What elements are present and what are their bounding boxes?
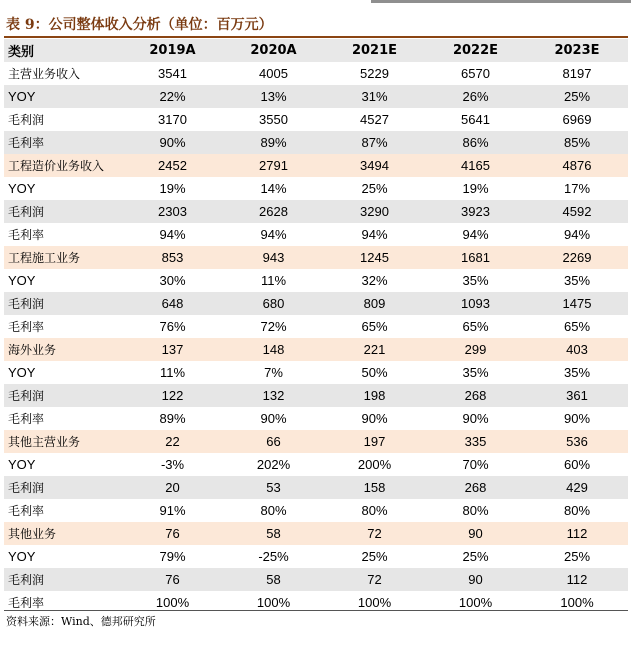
table-row [4, 108, 628, 131]
table-cell: 132 [223, 384, 324, 407]
table-cell: 50% [324, 361, 425, 384]
row-label: 毛利润 [4, 476, 122, 499]
table-body [4, 62, 628, 614]
table-cell: 361 [526, 384, 628, 407]
table-row [4, 522, 628, 545]
table-cell: 648 [122, 292, 223, 315]
table-cell: 4592 [526, 200, 628, 223]
column-header: 2020A [223, 39, 324, 62]
row-label: YOY [4, 269, 122, 292]
row-label: 其他主营业务 [4, 430, 122, 453]
row-label: 毛利率 [4, 591, 122, 614]
table-cell: 30% [122, 269, 223, 292]
header-strip [365, 0, 633, 4]
column-header: 类别 [4, 39, 122, 62]
table-row [4, 154, 628, 177]
row-label: 毛利润 [4, 568, 122, 591]
table-cell: 3541 [122, 62, 223, 85]
table-cell: 853 [122, 246, 223, 269]
table-cell: 94% [526, 223, 628, 246]
table-cell: 268 [425, 476, 526, 499]
table-cell: 11% [223, 269, 324, 292]
table-cell: 89% [223, 131, 324, 154]
table-row [4, 315, 628, 338]
source-note: 资料来源：Wind、德邦研究所 [6, 615, 156, 628]
table-cell: 66 [223, 430, 324, 453]
table-cell: 31% [324, 85, 425, 108]
row-label: 毛利率 [4, 499, 122, 522]
row-label: 毛利润 [4, 292, 122, 315]
income-analysis-table [4, 39, 628, 614]
table-row [4, 292, 628, 315]
table-cell: 94% [425, 223, 526, 246]
table-row [4, 338, 628, 361]
table-row [4, 545, 628, 568]
table-cell: 3290 [324, 200, 425, 223]
table-cell: 2791 [223, 154, 324, 177]
table-row [4, 223, 628, 246]
table-cell: 268 [425, 384, 526, 407]
table-row [4, 476, 628, 499]
table-cell: 60% [526, 453, 628, 476]
row-label: 海外业务 [4, 338, 122, 361]
table-cell: 35% [425, 269, 526, 292]
table-cell: 79% [122, 545, 223, 568]
table-cell: 35% [526, 269, 628, 292]
table-row [4, 62, 628, 85]
table-cell: 80% [223, 499, 324, 522]
table-cell: 76% [122, 315, 223, 338]
table-row [4, 384, 628, 407]
table-cell: 17% [526, 177, 628, 200]
table-cell: 1093 [425, 292, 526, 315]
table-cell: 5229 [324, 62, 425, 85]
table-cell: 90% [526, 407, 628, 430]
table-cell: 58 [223, 522, 324, 545]
table-cell: 94% [324, 223, 425, 246]
table-title: 表 9：公司整体收入分析（单位：百万元） [6, 17, 273, 33]
table-cell: 76 [122, 522, 223, 545]
table-cell: 94% [122, 223, 223, 246]
table-cell: 221 [324, 338, 425, 361]
table-row [4, 361, 628, 384]
table-cell: 100% [425, 591, 526, 614]
table-cell: 4165 [425, 154, 526, 177]
table-cell: 22 [122, 430, 223, 453]
table-cell: 58 [223, 568, 324, 591]
table-cell: 25% [324, 545, 425, 568]
row-label: YOY [4, 453, 122, 476]
column-header: 2019A [122, 39, 223, 62]
title-divider [4, 36, 628, 38]
table-cell: 13% [223, 85, 324, 108]
table-cell: 86% [425, 131, 526, 154]
table-cell: 90% [122, 131, 223, 154]
table-cell: 1245 [324, 246, 425, 269]
table-cell: 8197 [526, 62, 628, 85]
table-cell: 70% [425, 453, 526, 476]
table-cell: 90 [425, 522, 526, 545]
row-label: 工程施工业务 [4, 246, 122, 269]
table-cell: 25% [526, 85, 628, 108]
table-cell: 403 [526, 338, 628, 361]
table-cell: 76 [122, 568, 223, 591]
table-cell: 1475 [526, 292, 628, 315]
table-cell: 19% [425, 177, 526, 200]
row-label: YOY [4, 177, 122, 200]
table-cell: 202% [223, 453, 324, 476]
table-cell: 3170 [122, 108, 223, 131]
table-cell: 429 [526, 476, 628, 499]
table-cell: 90% [324, 407, 425, 430]
table-cell: 20 [122, 476, 223, 499]
table-row [4, 177, 628, 200]
table-cell: 72 [324, 568, 425, 591]
table-cell: 32% [324, 269, 425, 292]
table-cell: 4005 [223, 62, 324, 85]
column-header: 2021E [324, 39, 425, 62]
table-cell: 25% [526, 545, 628, 568]
table-cell: 2628 [223, 200, 324, 223]
column-header: 2022E [425, 39, 526, 62]
table-cell: 90 [425, 568, 526, 591]
table-cell: 65% [526, 315, 628, 338]
row-label: YOY [4, 85, 122, 108]
row-label: 工程造价业务收入 [4, 154, 122, 177]
column-header: 2023E [526, 39, 628, 62]
row-label: 主营业务收入 [4, 62, 122, 85]
table-cell: 11% [122, 361, 223, 384]
table-cell: 3550 [223, 108, 324, 131]
table-cell: 35% [425, 361, 526, 384]
table-cell: 89% [122, 407, 223, 430]
table-cell: 80% [324, 499, 425, 522]
table-cell: 2303 [122, 200, 223, 223]
table-cell: 6570 [425, 62, 526, 85]
table-cell: 65% [324, 315, 425, 338]
table-cell: 4876 [526, 154, 628, 177]
table-cell: 122 [122, 384, 223, 407]
table-cell: 94% [223, 223, 324, 246]
table-row [4, 453, 628, 476]
table-cell: 85% [526, 131, 628, 154]
table-cell: 65% [425, 315, 526, 338]
table-cell: 7% [223, 361, 324, 384]
table-cell: 200% [324, 453, 425, 476]
table-cell: 90% [425, 407, 526, 430]
table-row [4, 430, 628, 453]
table-row [4, 200, 628, 223]
table-cell: -3% [122, 453, 223, 476]
row-label: 毛利率 [4, 315, 122, 338]
table-cell: 22% [122, 85, 223, 108]
table-cell: 148 [223, 338, 324, 361]
table-cell: 5641 [425, 108, 526, 131]
table-cell: 100% [122, 591, 223, 614]
table-cell: 100% [526, 591, 628, 614]
table-cell: 25% [324, 177, 425, 200]
table-cell: 72 [324, 522, 425, 545]
table-row [4, 246, 628, 269]
table-cell: 19% [122, 177, 223, 200]
table-cell: 137 [122, 338, 223, 361]
table-cell: 2269 [526, 246, 628, 269]
row-label: 毛利率 [4, 407, 122, 430]
row-label: 其他业务 [4, 522, 122, 545]
table-cell: 2452 [122, 154, 223, 177]
table-cell: 112 [526, 522, 628, 545]
table-cell: 80% [425, 499, 526, 522]
table-cell: 943 [223, 246, 324, 269]
table-cell: 72% [223, 315, 324, 338]
table-row [4, 407, 628, 430]
table-cell: 25% [425, 545, 526, 568]
table-cell: 536 [526, 430, 628, 453]
table-cell: 1681 [425, 246, 526, 269]
table-cell: 335 [425, 430, 526, 453]
table-cell: 680 [223, 292, 324, 315]
row-label: 毛利率 [4, 223, 122, 246]
table-bottom-rule [4, 610, 628, 611]
row-label: 毛利润 [4, 108, 122, 131]
table-cell: 112 [526, 568, 628, 591]
table-row [4, 568, 628, 591]
table-cell: 35% [526, 361, 628, 384]
table-cell: 6969 [526, 108, 628, 131]
table-row [4, 269, 628, 292]
table-cell: 14% [223, 177, 324, 200]
table-cell: 158 [324, 476, 425, 499]
table-cell: 26% [425, 85, 526, 108]
row-label: YOY [4, 545, 122, 568]
table-cell: 3494 [324, 154, 425, 177]
row-label: 毛利率 [4, 131, 122, 154]
table-cell: 299 [425, 338, 526, 361]
table-cell: 3923 [425, 200, 526, 223]
table-cell: 198 [324, 384, 425, 407]
table-cell: -25% [223, 545, 324, 568]
table-cell: 100% [223, 591, 324, 614]
table-cell: 87% [324, 131, 425, 154]
table-row [4, 131, 628, 154]
table-cell: 91% [122, 499, 223, 522]
row-label: 毛利润 [4, 384, 122, 407]
table-cell: 100% [324, 591, 425, 614]
row-label: 毛利润 [4, 200, 122, 223]
table-row [4, 85, 628, 108]
table-cell: 53 [223, 476, 324, 499]
table-header-row [4, 39, 628, 62]
table-cell: 80% [526, 499, 628, 522]
table-cell: 4527 [324, 108, 425, 131]
table-cell: 197 [324, 430, 425, 453]
table-row [4, 499, 628, 522]
table-cell: 90% [223, 407, 324, 430]
row-label: YOY [4, 361, 122, 384]
table-cell: 809 [324, 292, 425, 315]
